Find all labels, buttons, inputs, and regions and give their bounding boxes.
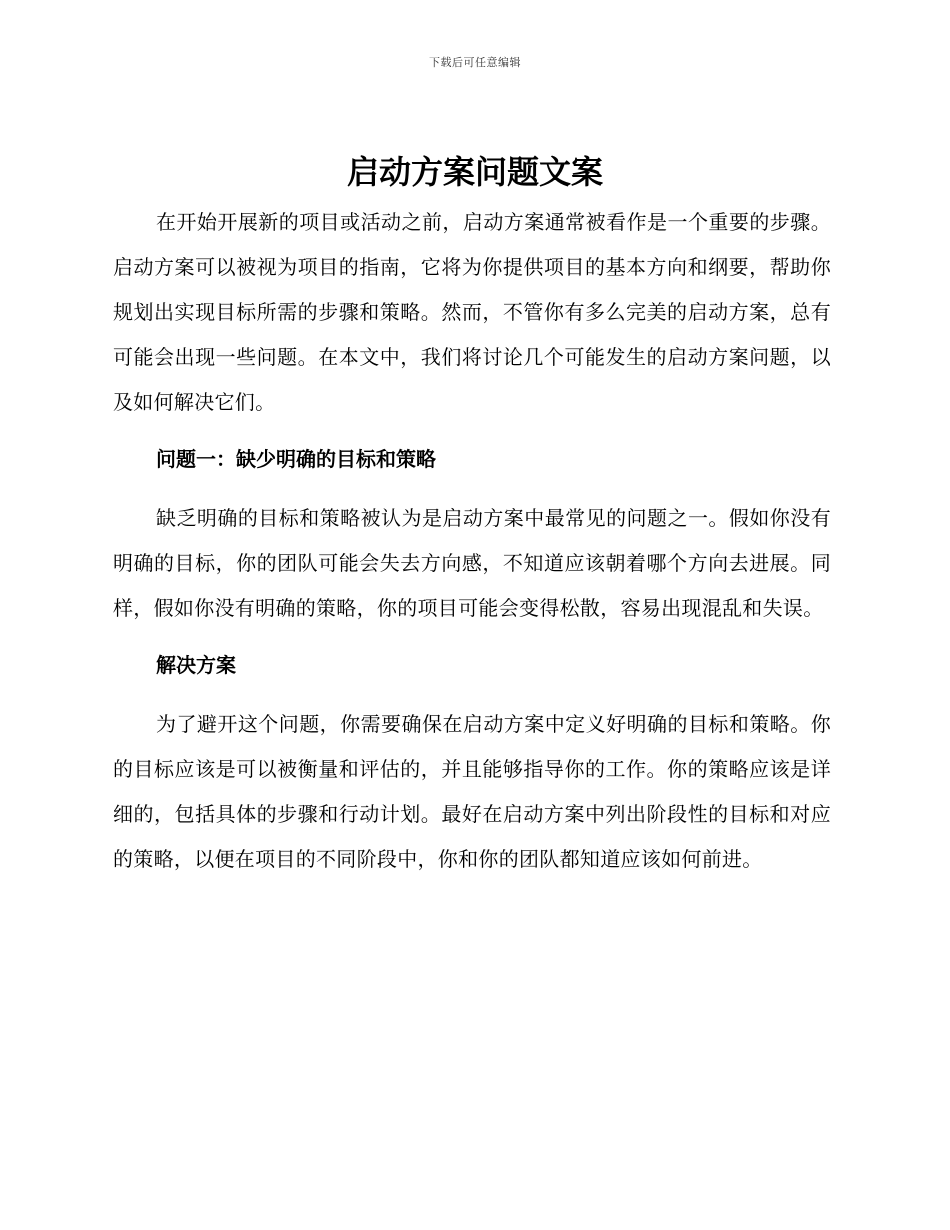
solution-paragraph: 为了避开这个问题，你需要确保在启动方案中定义好明确的目标和策略。你的目标应该是可以被衡量和评估的，并且能够指导你的工作。你的策略应该是详细的，包括具体的步骤和行动计划。最好在启动方案中列出阶段性的目标和对应的策略，以便在项目的不同阶段中，你和你的团队都知道应该如何前进。 — [113, 712, 831, 871]
page-title: 启动方案问题文案 — [346, 153, 603, 191]
document-body — [113, 200, 831, 882]
solution-heading: 解决方案 — [156, 653, 236, 677]
problem1-paragraph: 缺乏明确的目标和策略被认为是启动方案中最常见的问题之一。假如你没有明确的目标，你的团队可能会失去方向感，不知道应该朝着哪个方向去进展。同样，假如你没有明确的策略，你的项目可能会变得松散，容易出现混乱和失误。 — [113, 506, 831, 620]
intro-paragraph: 在开始开展新的项目或活动之前，启动方案通常被看作是一个重要的步骤。启动方案可以被视为项目的指南，它将为你提供项目的基本方向和纲要，帮助你规划出实现目标所需的步骤和策略。然而，不管你有多么完美的启动方案，总有可能会出现一些问题。在本文中，我们将讨论几个可能发生的启动方案问题，以及如何解决它们。 — [113, 210, 831, 414]
problem1-heading: 问题一：缺少明确的目标和策略 — [156, 447, 436, 471]
header-note: 下载后可任意编辑 — [429, 56, 521, 69]
